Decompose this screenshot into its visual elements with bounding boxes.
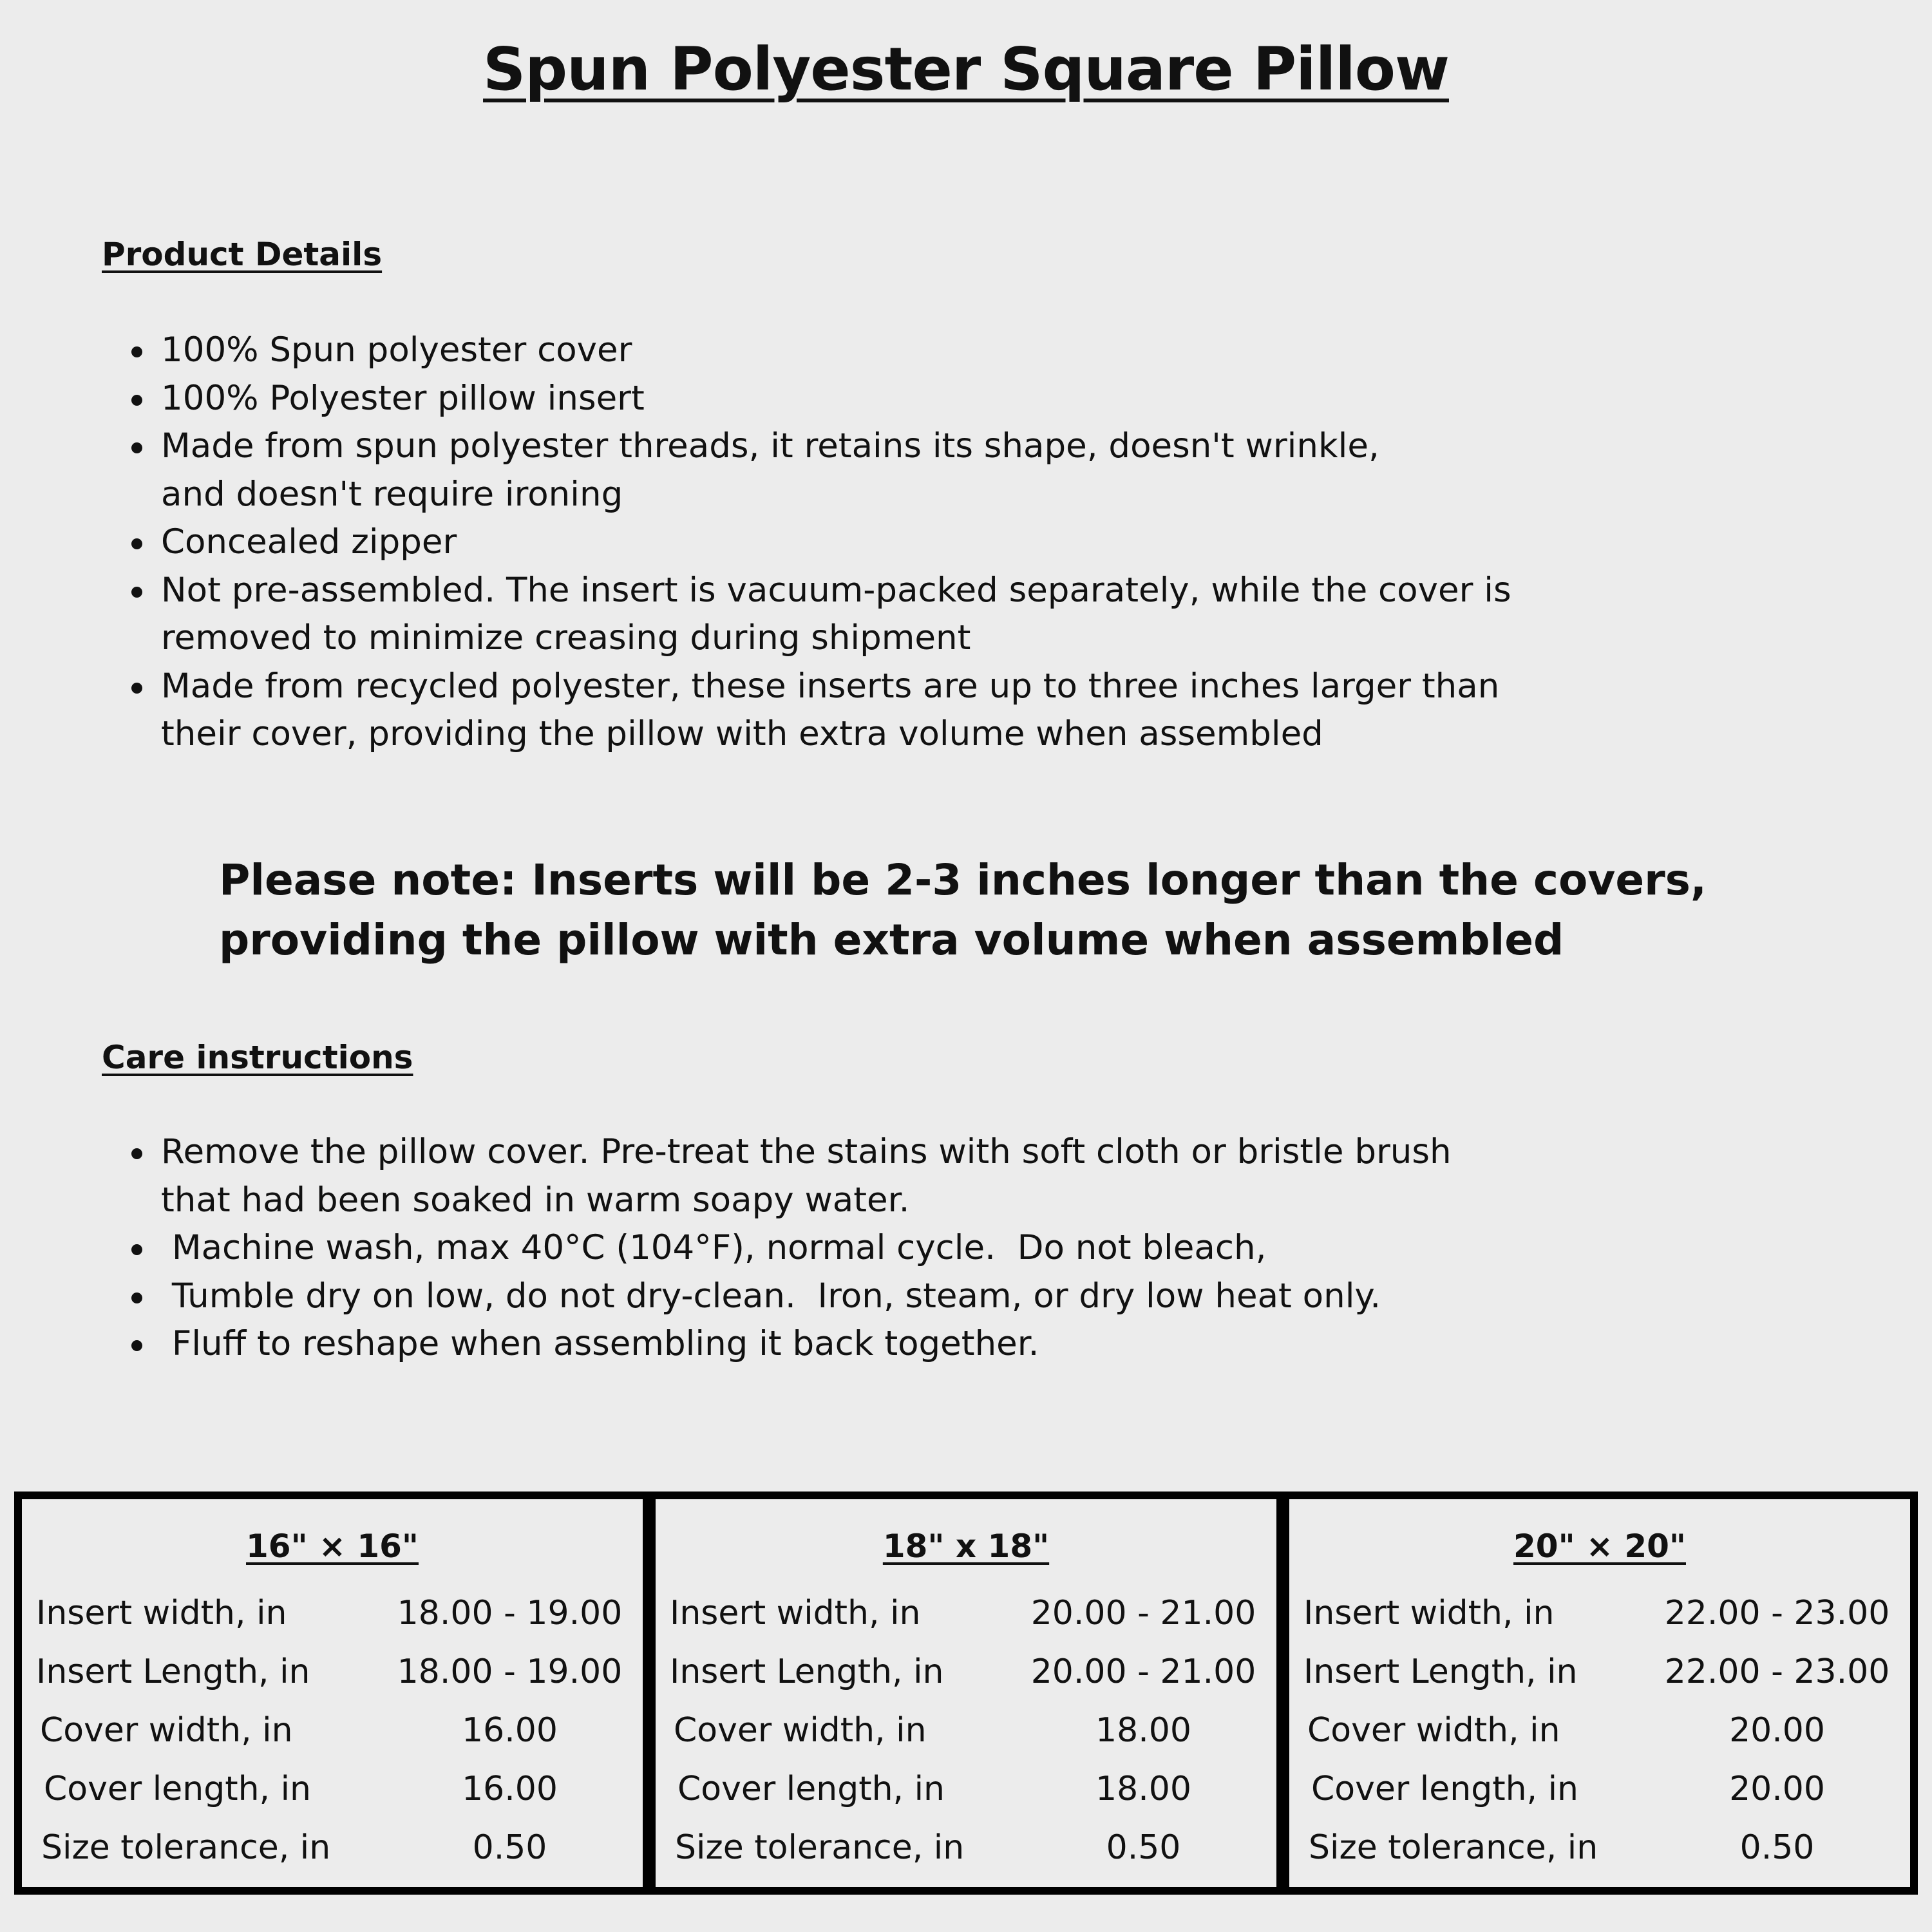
list-item: Remove the pillow cover. Pre-treat the stains with soft cloth or bristle brush that had been soaked in warm soapy water. bbox=[128, 1128, 1481, 1224]
table-row bbox=[1289, 1584, 1910, 1643]
size-heading: 16" × 16" bbox=[246, 1528, 419, 1565]
table-row bbox=[22, 1819, 643, 1877]
spec-label: Cover width, in bbox=[1307, 1711, 1560, 1750]
spec-value: 16.00 bbox=[462, 1711, 558, 1750]
spec-label: Cover width, in bbox=[40, 1711, 293, 1750]
table-row bbox=[656, 1584, 1276, 1643]
table-row bbox=[1289, 1701, 1910, 1760]
spec-label: Cover length, in bbox=[1311, 1770, 1579, 1808]
spec-label: Insert width, in bbox=[670, 1594, 921, 1633]
spec-label: Size tolerance, in bbox=[1309, 1828, 1598, 1867]
page-title: Spun Polyester Square Pillow bbox=[483, 35, 1449, 104]
size-table bbox=[14, 1492, 1918, 1895]
size-column-20 bbox=[1276, 1499, 1910, 1887]
list-item: Tumble dry on low, do not dry-clean. Iron, steam, or dry low heat only. bbox=[128, 1273, 1493, 1321]
spec-label: Size tolerance, in bbox=[675, 1828, 965, 1867]
spec-label: Insert Length, in bbox=[670, 1653, 944, 1691]
size-column-18 bbox=[643, 1499, 1276, 1887]
list-item: Made from recycled polyester, these inserts are up to three inches larger than their cover, providing the pillow with extra volume when assembled bbox=[128, 663, 1507, 759]
table-row bbox=[1289, 1760, 1910, 1819]
size-heading: 20" × 20" bbox=[1513, 1528, 1686, 1565]
spec-value: 0.50 bbox=[472, 1828, 547, 1867]
spec-value: 0.50 bbox=[1106, 1828, 1181, 1867]
list-item: Fluff to reshape when assembling it back together. bbox=[128, 1320, 1493, 1368]
spec-label: Cover width, in bbox=[674, 1711, 927, 1750]
table-row bbox=[1289, 1643, 1910, 1701]
care-instructions-heading: Care instructions bbox=[102, 1039, 413, 1076]
size-heading: 18" x 18" bbox=[882, 1528, 1050, 1565]
table-row bbox=[656, 1819, 1276, 1877]
product-details-list bbox=[128, 327, 1511, 759]
table-row bbox=[22, 1760, 643, 1819]
table-row bbox=[656, 1643, 1276, 1701]
table-row bbox=[22, 1701, 643, 1760]
spec-value: 22.00 - 23.00 bbox=[1664, 1594, 1890, 1633]
spec-value: 16.00 bbox=[462, 1770, 558, 1808]
spec-value: 0.50 bbox=[1739, 1828, 1815, 1867]
spec-value: 22.00 - 23.00 bbox=[1664, 1653, 1890, 1691]
spec-value: 18.00 - 19.00 bbox=[397, 1653, 623, 1691]
spec-value: 18.00 - 19.00 bbox=[397, 1594, 623, 1633]
spec-label: Size tolerance, in bbox=[41, 1828, 331, 1867]
spec-label: Insert width, in bbox=[36, 1594, 287, 1633]
list-item: Concealed zipper bbox=[128, 518, 1493, 567]
spec-value: 20.00 bbox=[1729, 1711, 1825, 1750]
list-item: Not pre-assembled. The insert is vacuum-packed separately, while the cover is removed to minimize creasing during shipment bbox=[128, 567, 1513, 663]
spec-value: 20.00 bbox=[1729, 1770, 1825, 1808]
spec-label: Insert Length, in bbox=[36, 1653, 310, 1691]
spec-value: 18.00 bbox=[1095, 1711, 1191, 1750]
spec-value: 20.00 - 21.00 bbox=[1030, 1594, 1256, 1633]
insert-size-note: Please note: Inserts will be 2-3 inches longer than the covers, providing the pillow with extra volume when assembled bbox=[219, 855, 1707, 965]
table-row bbox=[22, 1643, 643, 1701]
list-item: Made from spun polyester threads, it retains its shape, doesn't wrinkle, and doesn't require ironing bbox=[128, 422, 1385, 518]
spec-value: 20.00 - 21.00 bbox=[1030, 1653, 1256, 1691]
spec-label: Cover length, in bbox=[677, 1770, 945, 1808]
spec-label: Insert Length, in bbox=[1303, 1653, 1578, 1691]
care-instructions-list bbox=[128, 1128, 1493, 1368]
table-row bbox=[656, 1701, 1276, 1760]
spec-value: 18.00 bbox=[1095, 1770, 1191, 1808]
product-details-heading: Product Details bbox=[102, 236, 383, 273]
list-item: 100% Spun polyester cover bbox=[128, 327, 1493, 375]
spec-label: Insert width, in bbox=[1303, 1594, 1555, 1633]
table-row bbox=[1289, 1819, 1910, 1877]
list-item: 100% Polyester pillow insert bbox=[128, 375, 1493, 423]
table-row bbox=[656, 1760, 1276, 1819]
table-row bbox=[22, 1584, 643, 1643]
list-item: Machine wash, max 40°C (104°F), normal cycle. Do not bleach, bbox=[128, 1224, 1493, 1273]
size-column-16 bbox=[22, 1499, 643, 1887]
spec-label: Cover length, in bbox=[44, 1770, 312, 1808]
